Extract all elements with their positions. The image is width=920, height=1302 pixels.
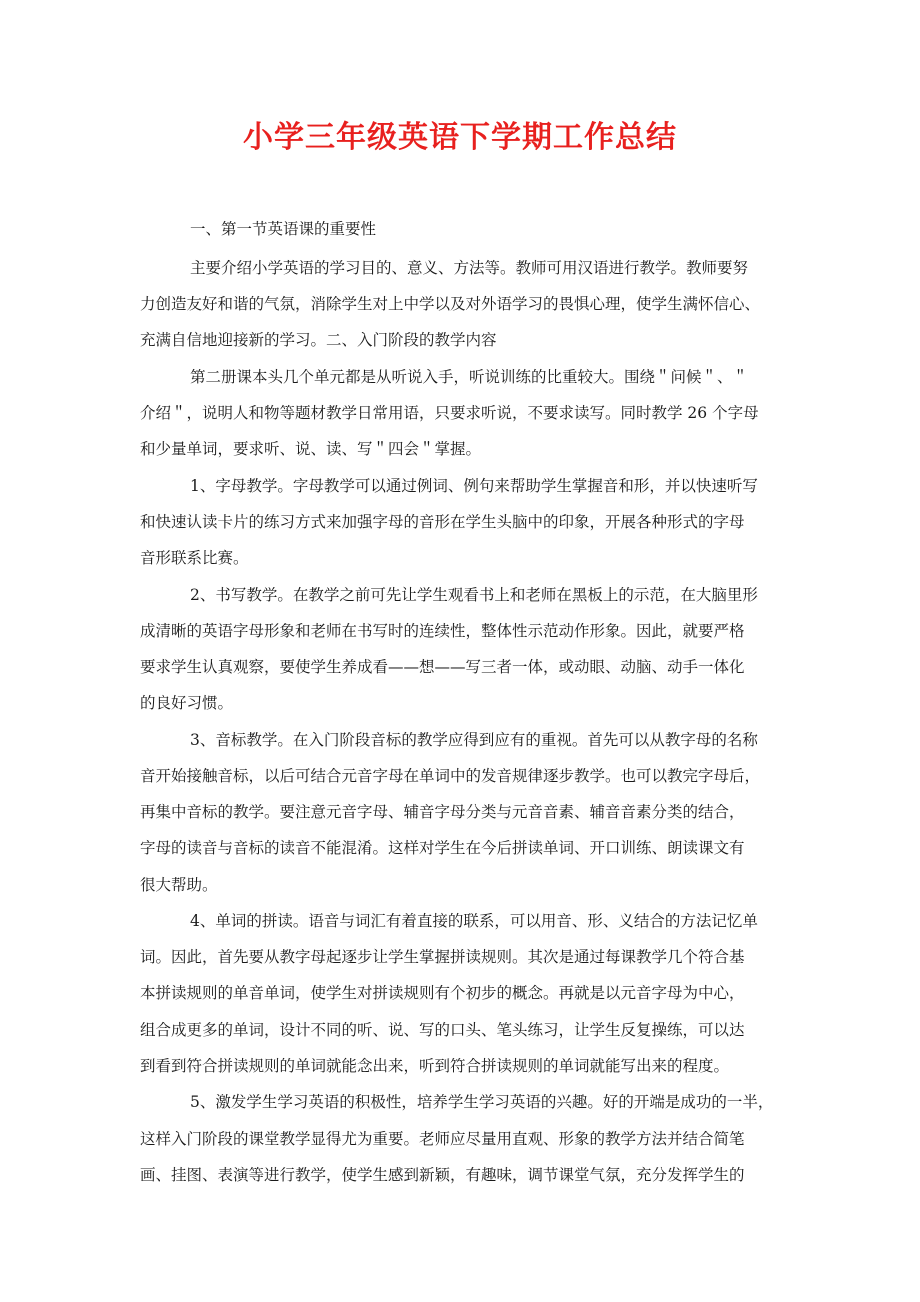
paragraph-line: 这样入门阶段的课堂教学显得尤为重要。老师应尽量用直观、形象的教学方法并结合简笔 bbox=[140, 1130, 745, 1148]
paragraph-line: 组合成更多的单词，设计不同的听、说、写的口头、笔头练习，让学生反复操练，可以达 bbox=[140, 1021, 745, 1039]
document-title: 小学三年级英语下学期工作总结 bbox=[243, 120, 677, 155]
paragraph-line: 字母的读音与音标的读音不能混淆。这样对学生在今后拼读单词、开口训练、朗读课文有 bbox=[140, 839, 745, 857]
paragraph-line: 充满自信地迎接新的学习。二、入门阶段的教学内容 bbox=[140, 331, 497, 349]
paragraph-line: 第二册课本头几个单元都是从听说入手，听说训练的比重较大。围绕＂问候＂、＂ bbox=[190, 368, 749, 386]
paragraph-line: 和快速认读卡片的练习方式来加强字母的音形在学生头脑中的印象，开展各种形式的字母 bbox=[140, 513, 745, 531]
paragraph-line: 主要介绍小学英语的学习目的、意义、方法等。教师可用汉语进行教学。教师要努 bbox=[190, 259, 749, 277]
paragraph-line: 1、字母教学。字母教学可以通过例词、例句来帮助学生掌握音和形，并以快速听写 bbox=[190, 477, 758, 495]
paragraph-line: 介绍＂，说明人和物等题材教学日常用语，只要求听说，不要求读写。同时教学 26 个字母 bbox=[140, 404, 759, 422]
paragraph-line: 的良好习惯。 bbox=[140, 694, 234, 712]
paragraph-line: 音开始接触音标，以后可结合元音字母在单词中的发音规律逐步教学。也可以教完字母后， bbox=[140, 767, 761, 785]
paragraph-line: 音形联系比赛。 bbox=[140, 549, 249, 567]
paragraph-line: 成清晰的英语字母形象和老师在书写时的连续性，整体性示范动作形象。因此，就要严格 bbox=[140, 622, 745, 640]
paragraph-line: 3、音标教学。在入门阶段音标的教学应得到应有的重视。首先可以从教字母的名称 bbox=[190, 731, 758, 749]
paragraph-line: 要求学生认真观察，要使学生养成看——想——写三者一体，或动眼、动脑、动手一体化 bbox=[140, 658, 745, 676]
paragraph-line: 力创造友好和谐的气氛，消除学生对上中学以及对外语学习的畏惧心理，使学生满怀信心、 bbox=[140, 295, 761, 313]
paragraph-line: 本拼读规则的单音单词，使学生对拼读规则有个初步的概念。再就是以元音字母为中心， bbox=[140, 984, 745, 1002]
paragraph-line: 画、挂图、表演等进行教学，使学生感到新颖，有趣味，调节课堂气氛，充分发挥学生的 bbox=[140, 1166, 745, 1184]
paragraph-line: 再集中音标的教学。要注意元音字母、辅音字母分类与元音音素、辅音音素分类的结合， bbox=[140, 803, 745, 821]
paragraph-line: 2、书写教学。在教学之前可先让学生观看书上和老师在黑板上的示范，在大脑里形 bbox=[190, 586, 758, 604]
paragraph-line: 5、激发学生学习英语的积极性，培养学生学习英语的兴趣。好的开端是成功的一半， bbox=[190, 1093, 774, 1111]
paragraph-line: 词。因此，首先要从教字母起逐步让学生掌握拼读规则。其次是通过每课教学几个符合基 bbox=[140, 948, 745, 966]
paragraph-line: 和少量单词，要求听、说、读、写＂四会＂掌握。 bbox=[140, 440, 482, 458]
paragraph-line: 到看到符合拼读规则的单词就能念出来，听到符合拼读规则的单词就能写出来的程度。 bbox=[140, 1057, 730, 1075]
paragraph-line: 很大帮助。 bbox=[140, 876, 218, 894]
paragraph-line: 4、单词的拼读。语音与词汇有着直接的联系，可以用音、形、义结合的方法记忆单 bbox=[190, 912, 758, 930]
section-heading: 一、第一节英语课的重要性 bbox=[190, 220, 377, 238]
